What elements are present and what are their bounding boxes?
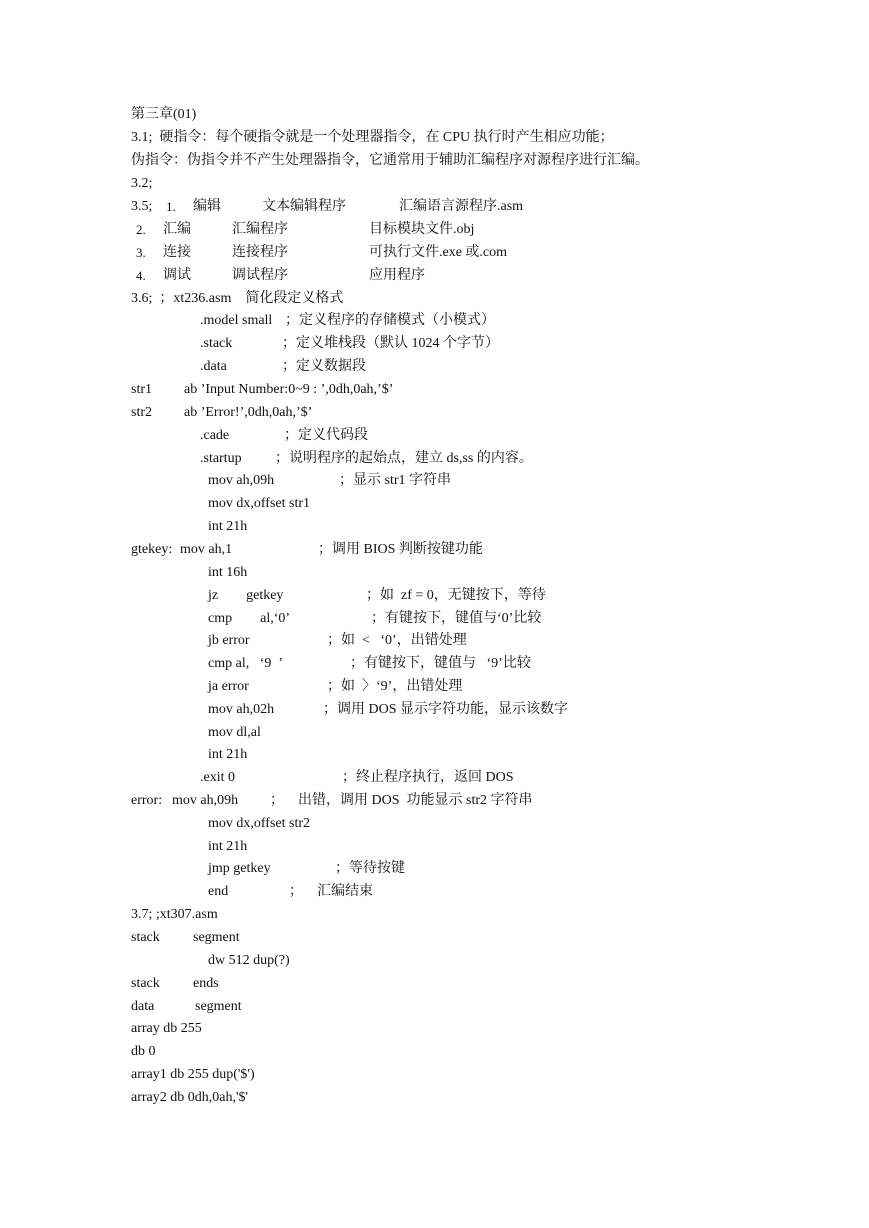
code-line: segment	[193, 930, 240, 945]
code-line: ja error	[208, 679, 249, 694]
code-line: mov dl,al	[208, 725, 261, 740]
code-label: stack	[131, 930, 160, 945]
code-line: mov dx,offset str2	[208, 816, 311, 831]
code-line: mov ah,1	[180, 542, 233, 557]
code-line: dw 512 dup(?)	[208, 953, 290, 968]
code-line: jmp getkey	[208, 861, 271, 876]
code-line: .model small	[200, 313, 273, 328]
chapter-heading: 第三章(01)	[131, 107, 197, 122]
code-comment: ；如 〉‘9’，出错处理	[327, 679, 463, 694]
code-label: stack	[131, 976, 160, 991]
code-comment: ； 汇编结束	[289, 884, 373, 899]
code-line: .exit 0	[200, 770, 235, 785]
code-line: mov ah,09h	[208, 473, 275, 488]
code-comment: ；定义程序的存储模式（小模式）	[285, 313, 495, 328]
code-comment: ；定义代码段	[284, 428, 368, 443]
code-comment: ；说明程序的起始点，建立 ds,ss 的内容。	[275, 451, 533, 466]
code-line: .startup	[200, 451, 242, 466]
code-line: int 21h	[208, 839, 248, 854]
hard-instruction-line: 3.1; 硬指令：每个硬指令就是一个处理器指令，在 CPU 执行时产生相应功能；	[131, 130, 614, 145]
code-comment: ；调用 DOS 显示字符功能，显示该数字	[323, 702, 569, 717]
code-label: data	[131, 999, 155, 1014]
step-number: 4.	[136, 268, 146, 283]
code-comment: ；显示 str1 字符串	[339, 473, 451, 488]
step-output: 可执行文件.exe 或.com	[369, 245, 508, 260]
code-line: .data	[200, 359, 227, 374]
code-label: str1	[131, 382, 152, 397]
step-tool: 连接程序	[232, 245, 288, 260]
code-comment: ； 出错，调用 DOS 功能显示 str2 字符串	[270, 793, 533, 808]
code-comment: ；有键按下，键值与 ‘9’比较	[350, 656, 531, 671]
code-line: array db 255	[131, 1021, 202, 1036]
pseudo-instruction-line: 伪指令：伪指令并不产生处理器指令，它通常用于辅助汇编程序对源程序进行汇编。	[131, 153, 649, 168]
code-line: db 0	[131, 1044, 156, 1059]
step-tool: 文本编辑程序	[262, 199, 346, 214]
code-line: ends	[193, 976, 219, 991]
section-3-5-label: 3.5;	[131, 199, 153, 214]
section-3-7-header: 3.7; ;xt307.asm	[131, 907, 218, 922]
step-name: 连接	[163, 245, 191, 260]
code-line: ab ’Error!’,0dh,0ah,’$’	[184, 405, 313, 420]
step-name: 汇编	[163, 222, 191, 237]
code-comment: ；调用 BIOS 判断按键功能	[318, 542, 483, 557]
code-comment: ；等待按键	[335, 861, 405, 876]
code-line: jb error	[208, 633, 250, 648]
code-label: error:	[131, 793, 163, 808]
code-line: mov dx,offset str1	[208, 496, 311, 511]
code-line: cmp al, ‘9 ’	[208, 656, 284, 671]
step-output: 汇编语言源程序.asm	[399, 199, 524, 214]
step-output: 目标模块文件.obj	[369, 222, 475, 237]
step-output: 应用程序	[369, 268, 425, 283]
code-line: mov ah,09h	[172, 793, 239, 808]
code-line: ab ’Input Number:0~9 : ’,0dh,0ah,’$’	[184, 382, 394, 397]
code-line: jz getkey	[208, 588, 284, 603]
code-line: .stack	[200, 336, 233, 351]
step-tool: 调试程序	[232, 268, 288, 283]
code-line: array2 db 0dh,0ah,'$'	[131, 1090, 249, 1105]
step-number: 3.	[136, 245, 146, 260]
step-tool: 汇编程序	[232, 222, 288, 237]
code-label: gtekey:	[131, 542, 173, 557]
code-label: str2	[131, 405, 152, 420]
code-line: segment	[195, 999, 242, 1014]
step-name: 调试	[163, 268, 191, 283]
code-line: .cade	[200, 428, 230, 443]
step-name: 编辑	[193, 199, 221, 214]
section-3-2: 3.2;	[131, 176, 153, 191]
section-3-6-header: 3.6; ；xt236.asm 简化段定义格式	[131, 291, 344, 306]
code-comment: ；定义数据段	[282, 359, 366, 374]
code-comment: ；有键按下，键值与‘0’比较	[371, 611, 542, 626]
code-comment: ；终止程序执行，返回 DOS	[342, 770, 514, 785]
step-number: 1.	[166, 199, 176, 214]
code-line: int 16h	[208, 565, 248, 580]
code-comment: ；如 < ‘0’，出错处理	[327, 633, 467, 648]
code-comment: ；如 zf = 0，无键按下，等待	[366, 588, 546, 603]
code-line: mov ah,02h	[208, 702, 275, 717]
code-comment: ；定义堆栈段（默认 1024 个字节）	[282, 336, 499, 351]
step-number: 2.	[136, 222, 146, 237]
code-line: int 21h	[208, 519, 248, 534]
code-line: end	[208, 884, 229, 899]
code-line: array1 db 255 dup('$')	[131, 1067, 255, 1082]
code-line: cmp al,‘0’	[208, 611, 291, 626]
code-line: int 21h	[208, 747, 248, 762]
